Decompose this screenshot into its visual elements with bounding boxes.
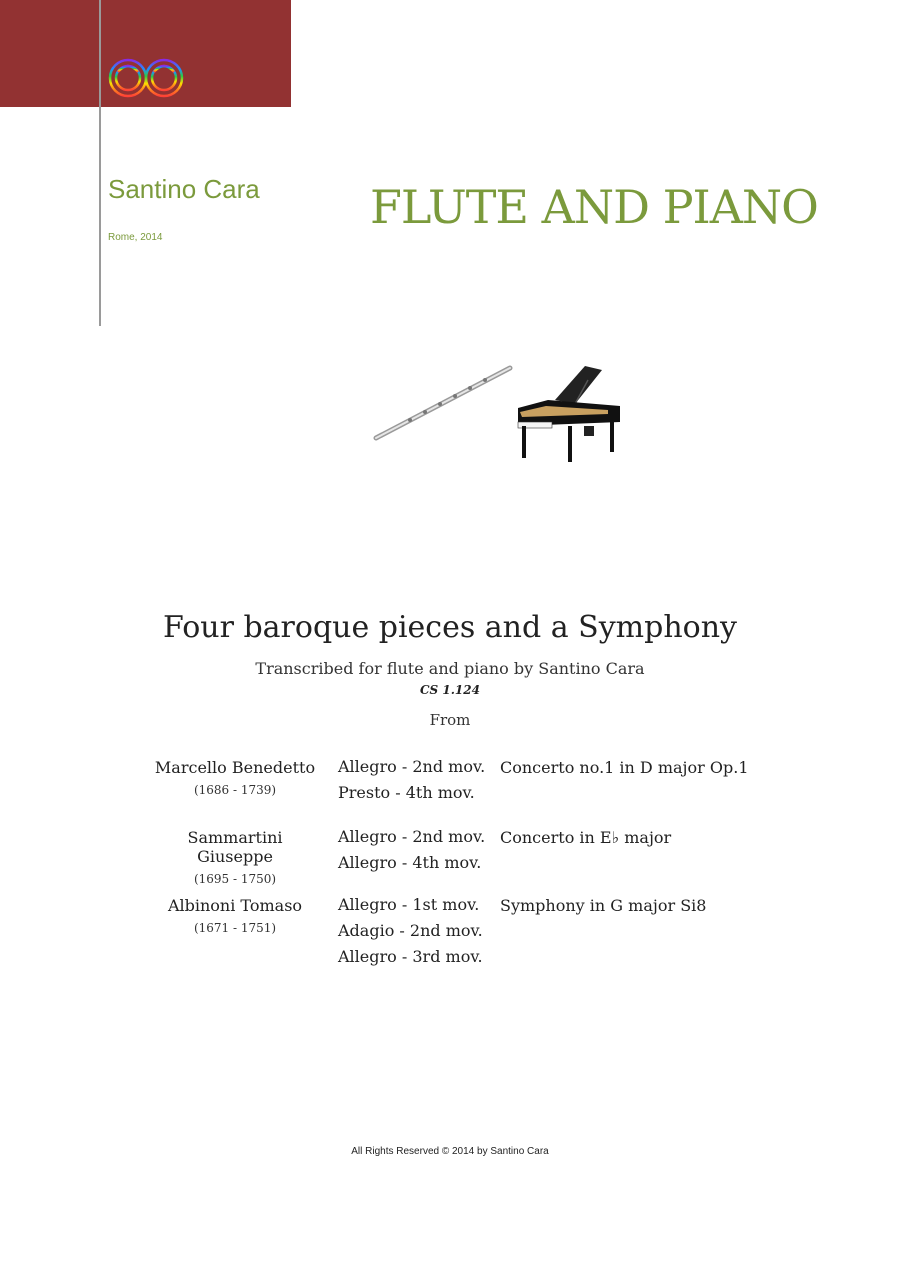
movement: Allegro - 2nd mov. bbox=[338, 757, 486, 776]
composer-name: Albinoni Tomaso bbox=[167, 896, 303, 915]
page-title: FLUTE AND PIANO bbox=[370, 180, 818, 234]
copyright-footer: All Rights Reserved © 2014 by Santino Cara bbox=[351, 1146, 549, 1157]
piano-icon bbox=[518, 366, 620, 462]
work-title: Concerto no.1 in D major Op.1 bbox=[500, 758, 749, 777]
composer bbox=[150, 828, 320, 886]
composer-years: (1671 - 1751) bbox=[193, 921, 277, 935]
composer bbox=[150, 758, 320, 797]
movement: Allegro - 3rd mov. bbox=[338, 947, 483, 966]
movement: Allegro - 1st mov. bbox=[338, 895, 480, 914]
composer-years: (1695 - 1750) bbox=[193, 872, 277, 886]
composer-name: Sammartini Giuseppe bbox=[187, 828, 283, 866]
work-title: Symphony in G major Si8 bbox=[500, 896, 707, 915]
work-title: Concerto in E♭ major bbox=[500, 828, 672, 847]
composer-years: (1686 - 1739) bbox=[193, 783, 277, 797]
movements bbox=[338, 754, 488, 806]
from-label: From bbox=[429, 711, 471, 729]
composer-name: Marcello Benedetto bbox=[154, 758, 316, 777]
composer bbox=[150, 896, 320, 935]
vertical-rule bbox=[99, 0, 101, 326]
instruments-illustration bbox=[370, 360, 630, 468]
flute-icon bbox=[376, 368, 510, 438]
place-date: Rome, 2014 bbox=[108, 232, 163, 243]
movement: Allegro - 2nd mov. bbox=[338, 827, 486, 846]
movement: Presto - 4th mov. bbox=[338, 783, 475, 802]
author-name: Santino Cara bbox=[108, 174, 260, 204]
piece-row bbox=[0, 896, 900, 976]
movement: Allegro - 4th mov. bbox=[338, 853, 482, 872]
logo-icon bbox=[104, 50, 190, 106]
subtitle: Four baroque pieces and a Symphony bbox=[163, 610, 737, 645]
movements bbox=[338, 892, 488, 970]
catalog-number: CS 1.124 bbox=[420, 683, 480, 697]
transcribed-line: Transcribed for flute and piano by Santino Cara bbox=[255, 659, 645, 678]
movements bbox=[338, 824, 488, 876]
movement: Adagio - 2nd mov. bbox=[338, 921, 483, 940]
